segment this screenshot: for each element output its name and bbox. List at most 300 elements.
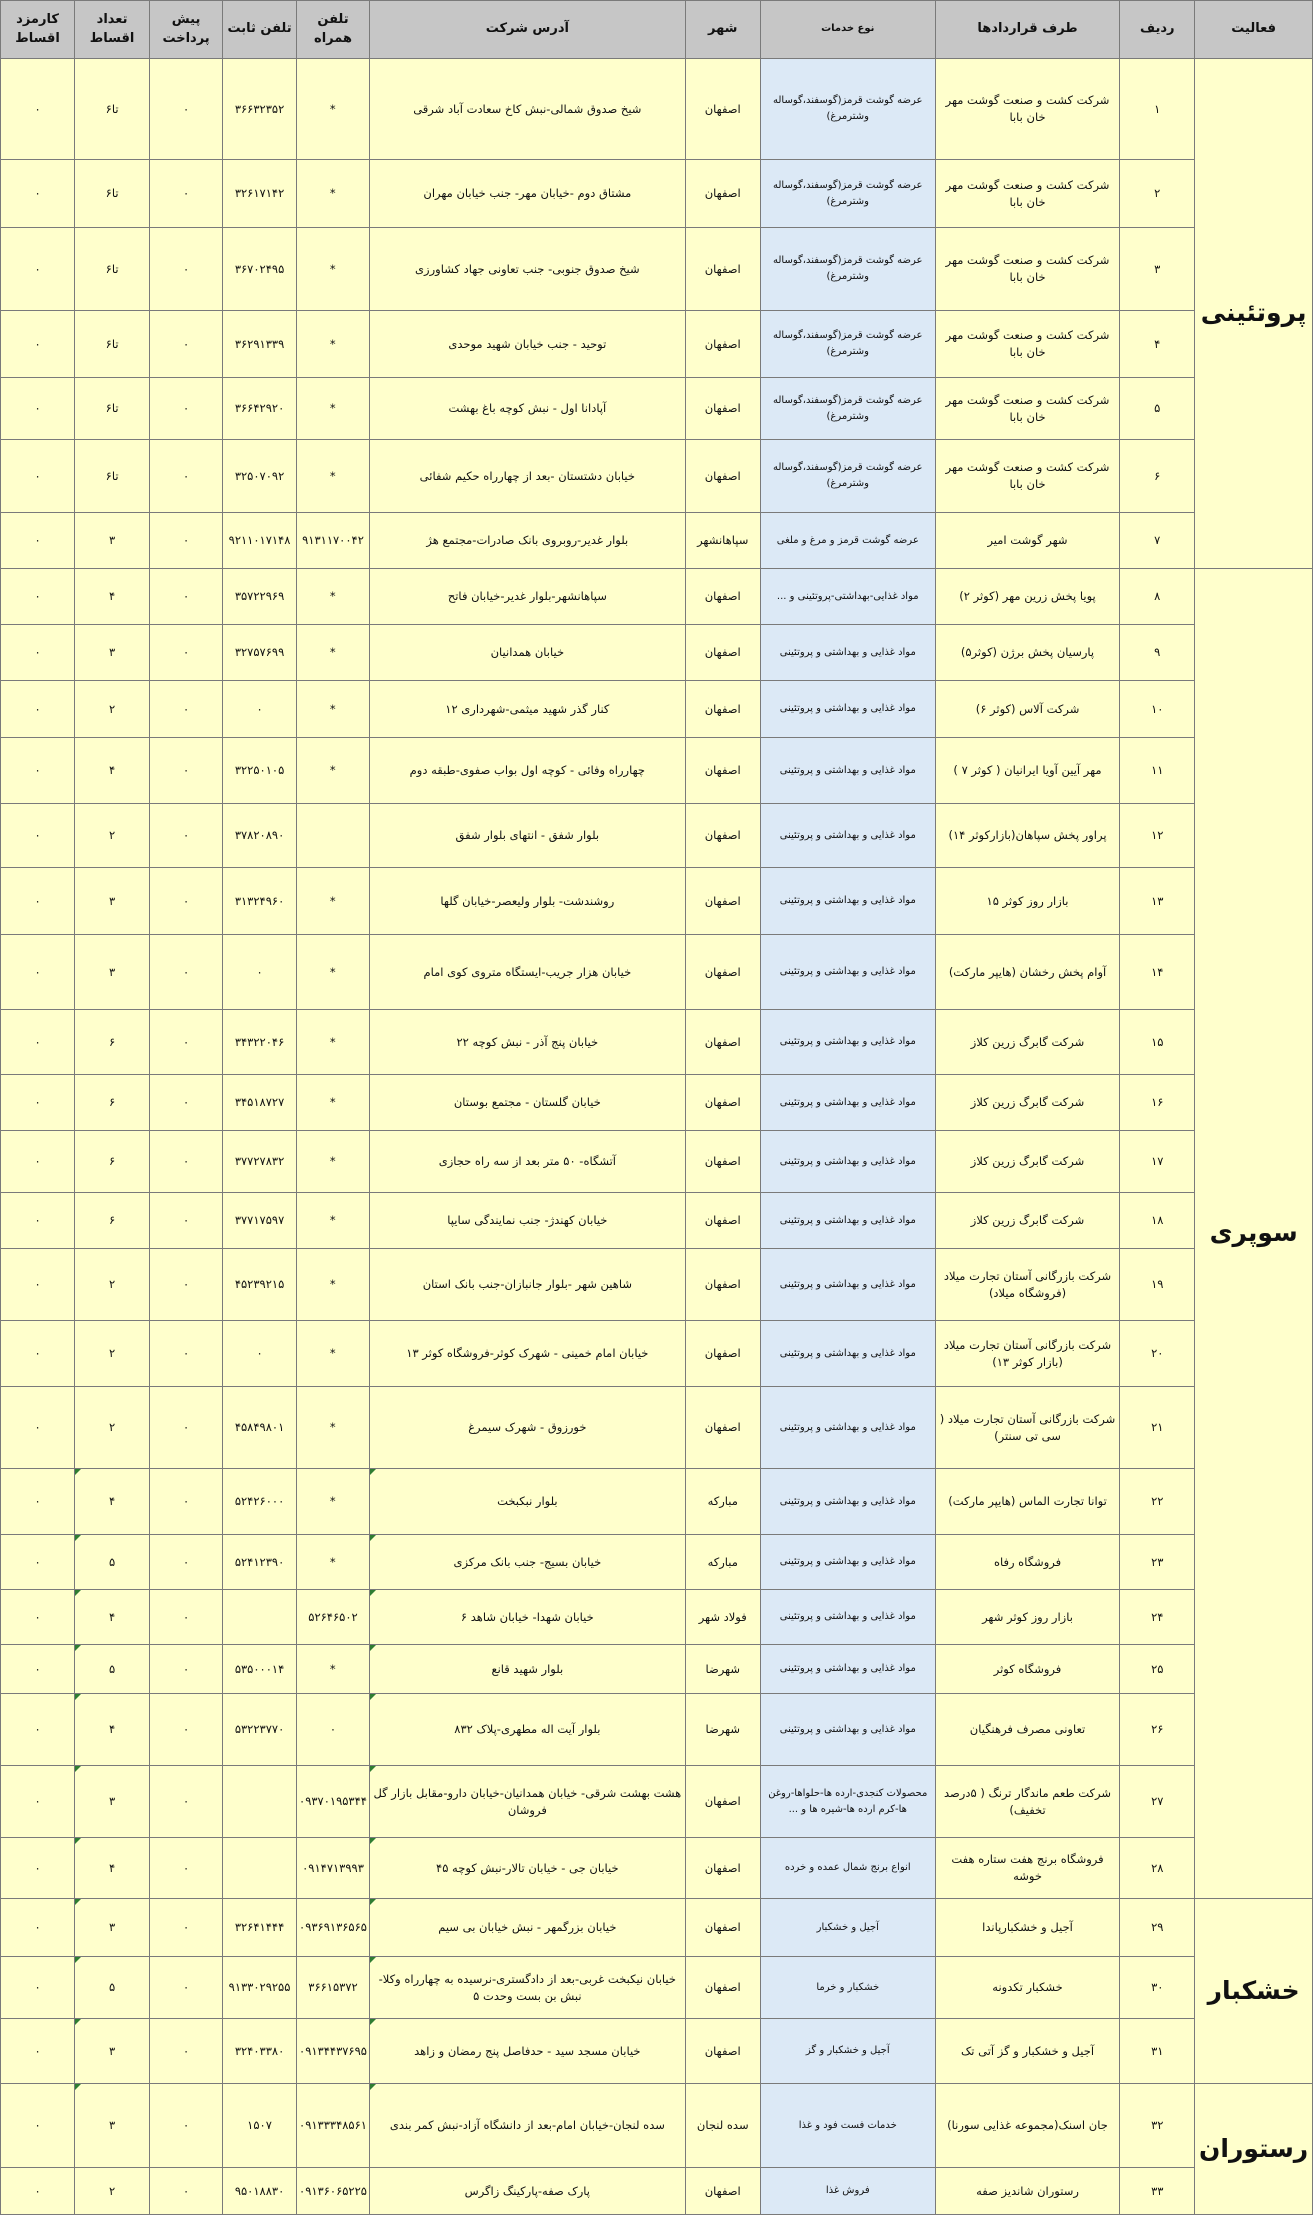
city-cell[interactable]: اصفهان (685, 1075, 760, 1131)
mobile-cell[interactable]: ۰۹۱۳۴۴۳۷۶۹۵ (297, 2019, 370, 2084)
party-cell[interactable]: شرکت کشت و صنعت گوشت مهر خان بابا (935, 228, 1119, 311)
mobile-cell[interactable]: ۰۹۳۷۰۱۹۵۳۴۴ (297, 1766, 370, 1838)
service-cell[interactable]: مواد غذایی و بهداشتی و پروتئینی (760, 1131, 935, 1193)
address-cell[interactable]: توحید - جنب خیابان شهید موحدی (369, 311, 685, 378)
mobile-cell[interactable] (297, 804, 370, 868)
fee-cell[interactable]: ۰ (1, 1838, 75, 1899)
phone-cell[interactable]: ۳۲۵۰۷۰۹۲ (223, 440, 297, 513)
service-cell[interactable]: مواد غذایی و بهداشتی و پروتئینی (760, 1694, 935, 1766)
address-cell[interactable]: بلوار نبکبخت (369, 1469, 685, 1535)
service-cell[interactable]: مواد غذایی و بهداشتی و پروتئینی (760, 1249, 935, 1321)
service-cell[interactable]: محصولات کنجدی-ارده ها-حلواها-روغن ها-کرم ارده ها-شیره ها و ... (760, 1766, 935, 1838)
header-address[interactable]: آدرس شرکت (369, 1, 685, 59)
service-cell[interactable]: مواد غذایی و بهداشتی و پروتئینی (760, 1193, 935, 1249)
row-number-cell[interactable]: ۳۳ (1120, 2168, 1195, 2215)
fee-cell[interactable]: ۰ (1, 935, 75, 1010)
party-cell[interactable]: فروشگاه کوثر (935, 1645, 1119, 1694)
phone-cell[interactable]: ۳۲۲۵۰۱۰۵ (223, 738, 297, 804)
city-cell[interactable]: اصفهان (685, 738, 760, 804)
row-number-cell[interactable]: ۶ (1120, 440, 1195, 513)
installments-cell[interactable]: ۳ (75, 2019, 150, 2084)
phone-cell[interactable]: ۳۶۶۴۲۹۲۰ (223, 378, 297, 440)
prepay-cell[interactable]: ۰ (150, 1957, 223, 2019)
phone-cell[interactable]: ۳۶۷۰۲۴۹۵ (223, 228, 297, 311)
city-cell[interactable]: اصفهان (685, 868, 760, 935)
row-number-cell[interactable]: ۳۲ (1120, 2084, 1195, 2168)
city-cell[interactable]: اصفهان (685, 311, 760, 378)
city-cell[interactable]: فولاد شهر (685, 1590, 760, 1645)
city-cell[interactable]: سپاهانشهر (685, 513, 760, 569)
party-cell[interactable]: پارسیان پخش برژن (کوثر۵) (935, 625, 1119, 681)
city-cell[interactable]: مبارکه (685, 1469, 760, 1535)
prepay-cell[interactable]: ۰ (150, 569, 223, 625)
phone-cell[interactable]: ۳۷۷۱۷۵۹۷ (223, 1193, 297, 1249)
address-cell[interactable]: سده لنجان-خیابان امام-بعد از دانشگاه آزاد-نبش کمر بندی (369, 2084, 685, 2168)
city-cell[interactable]: اصفهان (685, 625, 760, 681)
prepay-cell[interactable]: ۰ (150, 868, 223, 935)
phone-cell[interactable]: ۴۵۸۴۹۸۰۱ (223, 1387, 297, 1469)
phone-cell[interactable]: ۳۷۷۲۷۸۳۲ (223, 1131, 297, 1193)
service-cell[interactable]: مواد غذایی و بهداشتی و پروتئینی (760, 868, 935, 935)
row-number-cell[interactable]: ۲۲ (1120, 1469, 1195, 1535)
address-cell[interactable]: خیابان همدانیان (369, 625, 685, 681)
service-cell[interactable]: عرضه گوشت قرمز(گوسفند،گوساله وشترمرغ) (760, 378, 935, 440)
installments-cell[interactable]: ۴ (75, 1838, 150, 1899)
mobile-cell[interactable]: * (297, 1387, 370, 1469)
mobile-cell[interactable]: * (297, 1075, 370, 1131)
mobile-cell[interactable]: * (297, 59, 370, 160)
phone-cell[interactable]: ۹۲۱۱۰۱۷۱۴۸ (223, 513, 297, 569)
address-cell[interactable]: بلوار شهید قانع (369, 1645, 685, 1694)
mobile-cell[interactable]: * (297, 681, 370, 738)
party-cell[interactable]: شرکت گابرگ زرین کلاز (935, 1193, 1119, 1249)
fee-cell[interactable]: ۰ (1, 1387, 75, 1469)
phone-cell[interactable]: ۳۶۲۹۱۳۳۹ (223, 311, 297, 378)
address-cell[interactable]: خورزوق - شهرک سیمرغ (369, 1387, 685, 1469)
city-cell[interactable]: اصفهان (685, 1957, 760, 2019)
address-cell[interactable]: خیابان شهدا- خیابان شاهد ۶ (369, 1590, 685, 1645)
installments-cell[interactable]: تا۶ (75, 160, 150, 228)
service-cell[interactable]: مواد غذایی و بهداشتی و پروتئینی (760, 1387, 935, 1469)
installments-cell[interactable]: ۳ (75, 868, 150, 935)
prepay-cell[interactable]: ۰ (150, 1766, 223, 1838)
service-cell[interactable]: عرضه گوشت قرمز(گوسفند،گوساله وشترمرغ) (760, 440, 935, 513)
mobile-cell[interactable]: * (297, 160, 370, 228)
row-number-cell[interactable]: ۲ (1120, 160, 1195, 228)
service-cell[interactable]: مواد غذایی و بهداشتی و پروتئینی (760, 804, 935, 868)
installments-cell[interactable]: ۲ (75, 1321, 150, 1387)
fee-cell[interactable]: ۰ (1, 59, 75, 160)
fee-cell[interactable]: ۰ (1, 868, 75, 935)
prepay-cell[interactable]: ۰ (150, 1838, 223, 1899)
address-cell[interactable]: کنار گذر شهید میثمی-شهرداری ۱۲ (369, 681, 685, 738)
header-installments[interactable]: تعداد اقساط (75, 1, 150, 59)
mobile-cell[interactable]: * (297, 625, 370, 681)
prepay-cell[interactable]: ۰ (150, 1469, 223, 1535)
phone-cell[interactable]: ۳۱۳۲۴۹۶۰ (223, 868, 297, 935)
prepay-cell[interactable]: ۰ (150, 804, 223, 868)
header-mobile[interactable]: تلفن همراه (297, 1, 370, 59)
address-cell[interactable]: روشندشت- بلوار ولیعصر-خیابان گلها (369, 868, 685, 935)
mobile-cell[interactable]: * (297, 378, 370, 440)
prepay-cell[interactable]: ۰ (150, 1387, 223, 1469)
installments-cell[interactable]: ۳ (75, 935, 150, 1010)
phone-cell[interactable]: ۰ (223, 935, 297, 1010)
mobile-cell[interactable]: ۹۱۳۱۱۷۰۰۴۲ (297, 513, 370, 569)
service-cell[interactable]: مواد غذایی و بهداشتی و پروتئینی (760, 625, 935, 681)
mobile-cell[interactable]: ۰۹۱۴۷۱۳۹۹۳ (297, 1838, 370, 1899)
row-number-cell[interactable]: ۱۲ (1120, 804, 1195, 868)
header-row-number[interactable]: ردیف (1120, 1, 1195, 59)
phone-cell[interactable]: ۰ (223, 681, 297, 738)
address-cell[interactable]: آتشگاه- ۵۰ متر بعد از سه راه حجازی (369, 1131, 685, 1193)
header-prepay[interactable]: پیش پرداخت (150, 1, 223, 59)
address-cell[interactable]: خیابان کهندژ- جنب نمایندگی سایپا (369, 1193, 685, 1249)
row-number-cell[interactable]: ۲۰ (1120, 1321, 1195, 1387)
header-fee[interactable]: کارمزد اقساط (1, 1, 75, 59)
city-cell[interactable]: اصفهان (685, 1131, 760, 1193)
installments-cell[interactable]: ۴ (75, 569, 150, 625)
address-cell[interactable]: خیابان بسیج- جنب بانک مرکزی (369, 1535, 685, 1590)
address-cell[interactable]: هشت بهشت شرقی- خیابان همدانیان-خیابان دارو-مقابل بازار گل فروشان (369, 1766, 685, 1838)
installments-cell[interactable]: ۴ (75, 738, 150, 804)
installments-cell[interactable]: ۲ (75, 1249, 150, 1321)
service-cell[interactable]: عرضه گوشت قرمز(گوسفند،گوساله وشترمرغ) (760, 311, 935, 378)
prepay-cell[interactable]: ۰ (150, 1535, 223, 1590)
fee-cell[interactable]: ۰ (1, 1766, 75, 1838)
address-cell[interactable]: بلوار غدیر-روبروی بانک صادرات-مجتمع هژ (369, 513, 685, 569)
installments-cell[interactable]: ۲ (75, 804, 150, 868)
party-cell[interactable]: شهر گوشت امیر (935, 513, 1119, 569)
service-cell[interactable]: مواد غذایی-بهداشتی-پروتئینی و ... (760, 569, 935, 625)
mobile-cell[interactable]: ۰ (297, 1694, 370, 1766)
address-cell[interactable]: آپادانا اول - نبش کوچه باغ بهشت (369, 378, 685, 440)
phone-cell[interactable]: ۳۲۴۰۳۳۸۰ (223, 2019, 297, 2084)
city-cell[interactable]: اصفهان (685, 59, 760, 160)
address-cell[interactable]: سپاهانشهر-بلوار غدیر-خیابان فاتح (369, 569, 685, 625)
installments-cell[interactable]: تا۶ (75, 311, 150, 378)
city-cell[interactable]: اصفهان (685, 160, 760, 228)
row-number-cell[interactable]: ۲۹ (1120, 1899, 1195, 1957)
party-cell[interactable]: پراور پخش سپاهان(بازارکوثر ۱۴) (935, 804, 1119, 868)
service-cell[interactable]: عرضه گوشت قرمز و مرغ و ملغی (760, 513, 935, 569)
header-city[interactable]: شهر (685, 1, 760, 59)
city-cell[interactable]: شهرضا (685, 1645, 760, 1694)
installments-cell[interactable]: تا۶ (75, 228, 150, 311)
fee-cell[interactable]: ۰ (1, 378, 75, 440)
fee-cell[interactable]: ۰ (1, 1957, 75, 2019)
party-cell[interactable]: شرکت کشت و صنعت گوشت مهر خان بابا (935, 440, 1119, 513)
party-cell[interactable]: شرکت گابرگ زرین کلاز (935, 1075, 1119, 1131)
prepay-cell[interactable]: ۰ (150, 1249, 223, 1321)
row-number-cell[interactable]: ۱۷ (1120, 1131, 1195, 1193)
address-cell[interactable]: خیابان گلستان - مجتمع بوستان (369, 1075, 685, 1131)
prepay-cell[interactable]: ۰ (150, 228, 223, 311)
mobile-cell[interactable]: * (297, 1469, 370, 1535)
prepay-cell[interactable]: ۰ (150, 59, 223, 160)
party-cell[interactable]: تعاونی مصرف فرهنگیان (935, 1694, 1119, 1766)
service-cell[interactable]: مواد غذایی و بهداشتی و پروتئینی (760, 1590, 935, 1645)
fee-cell[interactable]: ۰ (1, 1645, 75, 1694)
mobile-cell[interactable]: * (297, 1193, 370, 1249)
fee-cell[interactable]: ۰ (1, 1469, 75, 1535)
city-cell[interactable]: اصفهان (685, 440, 760, 513)
row-number-cell[interactable]: ۵ (1120, 378, 1195, 440)
mobile-cell[interactable]: * (297, 1645, 370, 1694)
fee-cell[interactable]: ۰ (1, 569, 75, 625)
city-cell[interactable]: اصفهان (685, 2019, 760, 2084)
party-cell[interactable]: شرکت کشت و صنعت گوشت مهر خان بابا (935, 378, 1119, 440)
fee-cell[interactable]: ۰ (1, 1590, 75, 1645)
party-cell[interactable]: شرکت گابرگ زرین کلاز (935, 1131, 1119, 1193)
row-number-cell[interactable]: ۲۸ (1120, 1838, 1195, 1899)
mobile-cell[interactable]: * (297, 868, 370, 935)
row-number-cell[interactable]: ۱۰ (1120, 681, 1195, 738)
party-cell[interactable]: آجیل و خشکبار و گز آتی تک (935, 2019, 1119, 2084)
party-cell[interactable]: بازار روز کوثر ۱۵ (935, 868, 1119, 935)
party-cell[interactable]: شرکت بازرگانی آستان تجارت میلاد (فروشگاه میلاد) (935, 1249, 1119, 1321)
service-cell[interactable]: فروش غذا (760, 2168, 935, 2215)
installments-cell[interactable]: ۵ (75, 1957, 150, 2019)
address-cell[interactable]: شیخ صدوق شمالی-نبش کاخ سعادت آباد شرقی (369, 59, 685, 160)
prepay-cell[interactable]: ۰ (150, 1694, 223, 1766)
row-number-cell[interactable]: ۲۱ (1120, 1387, 1195, 1469)
address-cell[interactable]: شیخ صدوق جنوبی- جنب تعاونی جهاد کشاورزی (369, 228, 685, 311)
phone-cell[interactable]: ۳۶۶۳۲۳۵۲ (223, 59, 297, 160)
party-cell[interactable]: شرکت گابرگ زرین کلاز (935, 1010, 1119, 1075)
address-cell[interactable]: شاهین شهر -بلوار جانبازان-جنب بانک استان (369, 1249, 685, 1321)
mobile-cell[interactable]: * (297, 738, 370, 804)
service-cell[interactable]: انواع برنج شمال عمده و خرده (760, 1838, 935, 1899)
installments-cell[interactable]: ۶ (75, 1075, 150, 1131)
prepay-cell[interactable]: ۰ (150, 160, 223, 228)
address-cell[interactable]: بلوار آیت اله مطهری-پلاک ۸۳۲ (369, 1694, 685, 1766)
address-cell[interactable]: خیابان نیکبخت غربی-بعد از دادگستری-نرسیده به چهارراه وکلا-نبش بن بست وحدت ۵ (369, 1957, 685, 2019)
prepay-cell[interactable]: ۰ (150, 1321, 223, 1387)
party-cell[interactable]: شرکت کشت و صنعت گوشت مهر خان بابا (935, 311, 1119, 378)
address-cell[interactable]: خیابان هزار جریب-ایستگاه متروی کوی امام (369, 935, 685, 1010)
mobile-cell[interactable]: * (297, 440, 370, 513)
party-cell[interactable]: خشکبار تکدونه (935, 1957, 1119, 2019)
mobile-cell[interactable]: * (297, 569, 370, 625)
service-cell[interactable]: مواد غذایی و بهداشتی و پروتئینی (760, 1010, 935, 1075)
party-cell[interactable]: شرکت آلاس (کوثر ۶) (935, 681, 1119, 738)
phone-cell[interactable] (223, 1590, 297, 1645)
city-cell[interactable]: اصفهان (685, 1010, 760, 1075)
city-cell[interactable]: اصفهان (685, 1193, 760, 1249)
installments-cell[interactable]: ۶ (75, 1131, 150, 1193)
city-cell[interactable]: اصفهان (685, 1249, 760, 1321)
party-cell[interactable]: شرکت بازرگانی آستان تجارت میلاد (بازار کوثر ۱۳) (935, 1321, 1119, 1387)
party-cell[interactable]: شرکت طعم ماندگار ترنگ ( ۵درصد تخفیف) (935, 1766, 1119, 1838)
address-cell[interactable]: خیابان امام خمینی - شهرک کوثر-فروشگاه کوثر ۱۳ (369, 1321, 685, 1387)
party-cell[interactable]: رستوران شاندیز صفه (935, 2168, 1119, 2215)
fee-cell[interactable]: ۰ (1, 1075, 75, 1131)
phone-cell[interactable]: ۳۲۷۵۷۶۹۹ (223, 625, 297, 681)
party-cell[interactable]: شرکت کشت و صنعت گوشت مهر خان بابا (935, 160, 1119, 228)
row-number-cell[interactable]: ۱۴ (1120, 935, 1195, 1010)
city-cell[interactable]: سده لنجان (685, 2084, 760, 2168)
installments-cell[interactable]: ۴ (75, 1694, 150, 1766)
row-number-cell[interactable]: ۳۰ (1120, 1957, 1195, 2019)
city-cell[interactable]: اصفهان (685, 2168, 760, 2215)
party-cell[interactable]: فروشگاه برنج هفت ستاره هفت خوشه (935, 1838, 1119, 1899)
mobile-cell[interactable]: ۰۹۱۳۶۰۶۵۲۲۵ (297, 2168, 370, 2215)
row-number-cell[interactable]: ۱۹ (1120, 1249, 1195, 1321)
prepay-cell[interactable]: ۰ (150, 935, 223, 1010)
service-cell[interactable]: خشکبار و خرما (760, 1957, 935, 2019)
city-cell[interactable]: اصفهان (685, 1838, 760, 1899)
fee-cell[interactable]: ۰ (1, 311, 75, 378)
row-number-cell[interactable]: ۱۱ (1120, 738, 1195, 804)
installments-cell[interactable]: ۲ (75, 1387, 150, 1469)
service-cell[interactable]: عرضه گوشت قرمز(گوسفند،گوساله وشترمرغ) (760, 59, 935, 160)
fee-cell[interactable]: ۰ (1, 2168, 75, 2215)
installments-cell[interactable]: تا۶ (75, 59, 150, 160)
address-cell[interactable]: خیابان پنج آذر - نبش کوچه ۲۲ (369, 1010, 685, 1075)
header-service[interactable]: نوع خدمات (760, 1, 935, 59)
row-number-cell[interactable]: ۸ (1120, 569, 1195, 625)
row-number-cell[interactable]: ۴ (1120, 311, 1195, 378)
phone-cell[interactable]: ۰ (223, 1321, 297, 1387)
city-cell[interactable]: اصفهان (685, 1766, 760, 1838)
fee-cell[interactable]: ۰ (1, 625, 75, 681)
fee-cell[interactable]: ۰ (1, 1249, 75, 1321)
phone-cell[interactable]: ۵۳۵۰۰۰۱۴ (223, 1645, 297, 1694)
fee-cell[interactable]: ۰ (1, 738, 75, 804)
city-cell[interactable]: اصفهان (685, 1387, 760, 1469)
service-cell[interactable]: خدمات فست فود و غذا (760, 2084, 935, 2168)
service-cell[interactable]: مواد غذایی و بهداشتی و پروتئینی (760, 738, 935, 804)
phone-cell[interactable]: ۳۲۶۴۱۴۴۴ (223, 1899, 297, 1957)
row-number-cell[interactable]: ۱۸ (1120, 1193, 1195, 1249)
prepay-cell[interactable]: ۰ (150, 1193, 223, 1249)
phone-cell[interactable]: ۴۵۲۳۹۲۱۵ (223, 1249, 297, 1321)
fee-cell[interactable]: ۰ (1, 1694, 75, 1766)
prepay-cell[interactable]: ۰ (150, 2084, 223, 2168)
phone-cell[interactable] (223, 1838, 297, 1899)
service-cell[interactable]: مواد غذایی و بهداشتی و پروتئینی (760, 935, 935, 1010)
prepay-cell[interactable]: ۰ (150, 311, 223, 378)
row-number-cell[interactable]: ۷ (1120, 513, 1195, 569)
fee-cell[interactable]: ۰ (1, 440, 75, 513)
service-cell[interactable]: آجیل و خشکبار (760, 1899, 935, 1957)
phone-cell[interactable]: ۱۵۰۷ (223, 2084, 297, 2168)
party-cell[interactable]: مهر آیین آویا ایرانیان ( کوثر ۷ ) (935, 738, 1119, 804)
party-cell[interactable]: شرکت کشت و صنعت گوشت مهر خان بابا (935, 59, 1119, 160)
service-cell[interactable]: عرضه گوشت قرمز(گوسفند،گوساله وشترمرغ) (760, 160, 935, 228)
prepay-cell[interactable]: ۰ (150, 1590, 223, 1645)
mobile-cell[interactable]: ۵۲۶۴۶۵۰۲ (297, 1590, 370, 1645)
prepay-cell[interactable]: ۰ (150, 738, 223, 804)
phone-cell[interactable]: ۵۲۴۱۲۳۹۰ (223, 1535, 297, 1590)
fee-cell[interactable]: ۰ (1, 1010, 75, 1075)
mobile-cell[interactable]: * (297, 1535, 370, 1590)
service-cell[interactable]: مواد غذایی و بهداشتی و پروتئینی (760, 1645, 935, 1694)
city-cell[interactable]: اصفهان (685, 935, 760, 1010)
installments-cell[interactable]: ۳ (75, 2084, 150, 2168)
party-cell[interactable]: شرکت بازرگانی آستان تجارت میلاد ( سی تی سنتر) (935, 1387, 1119, 1469)
row-number-cell[interactable]: ۲۶ (1120, 1694, 1195, 1766)
phone-cell[interactable]: ۵۲۴۲۶۰۰۰ (223, 1469, 297, 1535)
row-number-cell[interactable]: ۱۶ (1120, 1075, 1195, 1131)
address-cell[interactable]: پارک صفه-پارکینگ زاگرس (369, 2168, 685, 2215)
header-phone[interactable]: تلفن ثابت (223, 1, 297, 59)
address-cell[interactable]: خیابان مسجد سید - حدفاصل پنج رمضان و زاهد (369, 2019, 685, 2084)
prepay-cell[interactable]: ۰ (150, 2019, 223, 2084)
row-number-cell[interactable]: ۳۱ (1120, 2019, 1195, 2084)
fee-cell[interactable]: ۰ (1, 1193, 75, 1249)
installments-cell[interactable]: ۳ (75, 1766, 150, 1838)
service-cell[interactable]: مواد غذایی و بهداشتی و پروتئینی (760, 681, 935, 738)
mobile-cell[interactable]: ۰۹۳۶۹۱۳۶۵۶۵ (297, 1899, 370, 1957)
phone-cell[interactable]: ۹۱۳۳۰۲۹۲۵۵ (223, 1957, 297, 2019)
fee-cell[interactable]: ۰ (1, 228, 75, 311)
city-cell[interactable]: اصفهان (685, 1321, 760, 1387)
city-cell[interactable]: اصفهان (685, 228, 760, 311)
prepay-cell[interactable]: ۰ (150, 625, 223, 681)
row-number-cell[interactable]: ۲۵ (1120, 1645, 1195, 1694)
installments-cell[interactable]: تا۶ (75, 440, 150, 513)
fee-cell[interactable]: ۰ (1, 681, 75, 738)
prepay-cell[interactable]: ۰ (150, 1899, 223, 1957)
mobile-cell[interactable]: ۳۶۶۱۵۳۷۲ (297, 1957, 370, 2019)
phone-cell[interactable]: ۵۳۲۲۳۷۷۰ (223, 1694, 297, 1766)
city-cell[interactable]: مبارکه (685, 1535, 760, 1590)
fee-cell[interactable]: ۰ (1, 2019, 75, 2084)
service-cell[interactable]: مواد غذایی و بهداشتی و پروتئینی (760, 1321, 935, 1387)
installments-cell[interactable]: ۴ (75, 1469, 150, 1535)
prepay-cell[interactable]: ۰ (150, 378, 223, 440)
party-cell[interactable]: توانا تجارت الماس (هایپر مارکت) (935, 1469, 1119, 1535)
phone-cell[interactable]: ۹۵۰۱۸۸۳۰ (223, 2168, 297, 2215)
service-cell[interactable]: آجیل و خشکبار و گز (760, 2019, 935, 2084)
installments-cell[interactable]: ۳ (75, 513, 150, 569)
fee-cell[interactable]: ۰ (1, 1131, 75, 1193)
row-number-cell[interactable]: ۳ (1120, 228, 1195, 311)
party-cell[interactable]: جان اسنک(مجموعه غذایی سورنا) (935, 2084, 1119, 2168)
address-cell[interactable]: مشتاق دوم -خیابان مهر- جنب خیابان مهران (369, 160, 685, 228)
party-cell[interactable]: پویا پخش زرین مهر (کوثر ۲) (935, 569, 1119, 625)
row-number-cell[interactable]: ۱۳ (1120, 868, 1195, 935)
service-cell[interactable]: مواد غذایی و بهداشتی و پروتئینی (760, 1469, 935, 1535)
phone-cell[interactable]: ۳۲۶۱۷۱۴۲ (223, 160, 297, 228)
installments-cell[interactable]: ۲ (75, 681, 150, 738)
service-cell[interactable]: مواد غذایی و بهداشتی و پروتئینی (760, 1075, 935, 1131)
prepay-cell[interactable]: ۰ (150, 1010, 223, 1075)
mobile-cell[interactable]: * (297, 228, 370, 311)
fee-cell[interactable]: ۰ (1, 1535, 75, 1590)
mobile-cell[interactable]: ۰۹۱۳۳۳۴۸۵۶۱ (297, 2084, 370, 2168)
prepay-cell[interactable]: ۰ (150, 2168, 223, 2215)
fee-cell[interactable]: ۰ (1, 160, 75, 228)
city-cell[interactable]: اصفهان (685, 569, 760, 625)
fee-cell[interactable]: ۰ (1, 2084, 75, 2168)
phone-cell[interactable]: ۳۵۷۲۲۹۶۹ (223, 569, 297, 625)
mobile-cell[interactable]: * (297, 1010, 370, 1075)
address-cell[interactable]: خیابان جی - خیابان تالار-نبش کوچه ۴۵ (369, 1838, 685, 1899)
installments-cell[interactable]: ۶ (75, 1193, 150, 1249)
prepay-cell[interactable]: ۰ (150, 513, 223, 569)
prepay-cell[interactable]: ۰ (150, 1645, 223, 1694)
service-cell[interactable]: مواد غذایی و بهداشتی و پروتئینی (760, 1535, 935, 1590)
mobile-cell[interactable]: * (297, 311, 370, 378)
city-cell[interactable]: شهرضا (685, 1694, 760, 1766)
phone-cell[interactable]: ۳۷۸۲۰۸۹۰ (223, 804, 297, 868)
address-cell[interactable]: خیابان دشتستان -بعد از چهارراه حکیم شفائی (369, 440, 685, 513)
service-cell[interactable]: عرضه گوشت قرمز(گوسفند،گوساله وشترمرغ) (760, 228, 935, 311)
row-number-cell[interactable]: ۲۴ (1120, 1590, 1195, 1645)
